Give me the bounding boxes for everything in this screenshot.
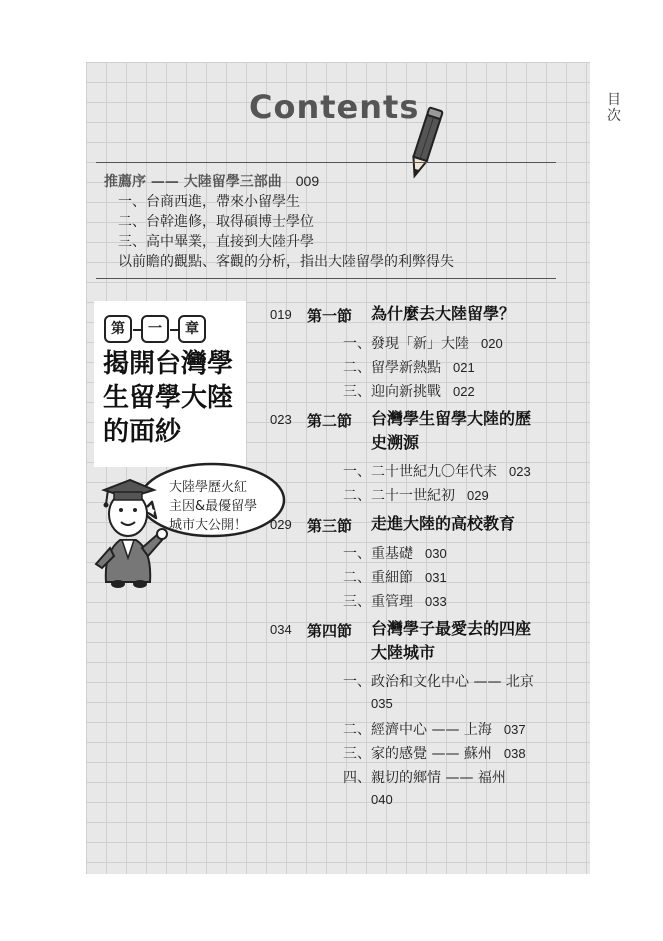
preface-line-4: 以前瞻的觀點、客觀的分析，指出大陸留學的利弊得失 [118,254,454,270]
section-4-title-line-1: 台灣學子最愛去的四座 [371,619,532,638]
pencil-icon [404,106,448,182]
section-4-label: 第四節 [307,622,353,640]
section-3-label: 第三節 [307,517,353,535]
section-2-item-1 [343,461,531,481]
section-4-item-2 [343,719,526,739]
item-text: 三、重管理 [343,594,413,610]
section-2-page: 023 [270,412,292,427]
item-page: 022 [453,384,475,399]
chapter-tag-number: 一 [141,315,169,343]
section-4-item-3 [343,743,526,763]
chapter-title-line-1: 揭開台灣學 [103,349,234,379]
section-4-item-4-page: 040 [371,792,393,807]
section-1-title: 為什麼去大陸留學？ [371,304,516,323]
section-3-item-2 [343,567,447,587]
item-text: 二、留學新熱點 [343,360,441,376]
section-4-title-line-2: 大陸城市 [371,643,436,662]
item-page: 023 [509,464,531,479]
item-page: 033 [425,594,447,609]
section-2-item-2 [343,485,489,505]
item-page: 029 [467,488,489,503]
preface-line-1: 一、台商西進，帶來小留學生 [118,194,300,210]
section-3-title: 走進大陸的高校教育 [371,514,516,533]
bubble-line-2: 主因&最優留學 [169,499,258,514]
side-label: 目次 [607,92,621,124]
section-1-item-2 [343,357,475,377]
section-4-item-1: 一、政治和文化中心 —— 北京 [343,674,534,690]
section-1-page: 019 [270,307,292,322]
bubble-line-1: 大陸學歷火紅 [169,480,248,495]
section-2-title-line-2: 史溯源 [371,433,420,452]
chapter-title [103,347,233,449]
item-page: 038 [503,746,526,761]
item-text: 二、經濟中心 —— 上海 [343,722,492,738]
preface-title [104,172,319,191]
speech-bubble-text [169,478,257,535]
item-text: 三、迎向新挑戰 [343,384,441,400]
section-4-page: 034 [270,622,292,637]
section-4-item-4: 四、親切的鄉情 —— 福州 [343,770,506,786]
chapter-title-line-2: 生留學大陸 [103,383,234,413]
tag-dash [133,329,141,331]
item-page: 030 [425,546,447,561]
item-text: 一、發現「新」大陸 [343,336,469,352]
section-3-page: 029 [270,517,292,532]
section-3-item-1 [343,543,447,563]
item-page: 037 [503,722,526,737]
divider-bottom [96,278,556,279]
section-1-item-3 [343,381,475,401]
section-1-item-1 [343,333,503,353]
item-page: 031 [425,570,447,585]
preface-line-3: 三、高中畢業，直接到大陸升學 [118,234,314,250]
chapter-tag-di: 第 [104,315,132,343]
item-text: 二、二十一世紀初 [343,488,455,504]
tag-dash [170,329,178,331]
item-text: 一、二十世紀九〇年代末 [343,464,497,480]
bubble-line-3: 城市大公開！ [169,518,248,533]
contents-title: Contents [249,88,420,126]
section-3-item-3 [343,591,447,611]
divider-top [96,162,556,163]
item-page: 021 [453,360,475,375]
item-page: 020 [481,336,503,351]
chapter-tag-zhang: 章 [178,315,206,343]
section-2-label: 第二節 [307,412,353,430]
item-text: 一、重基礎 [343,546,413,562]
item-text: 三、家的感覺 —— 蘇州 [343,746,492,762]
preface-title-text: 推薦序 —— 大陸留學三部曲 [104,174,282,190]
section-2-title-line-1: 台灣學生留學大陸的歷 [371,409,532,428]
section-1-label: 第一節 [307,307,353,325]
preface-line-2: 二、台幹進修，取得碩博士學位 [118,214,314,230]
section-4-item-1-page: 035 [371,696,393,711]
chapter-title-line-3: 的面紗 [103,417,182,447]
preface-page: 009 [295,173,320,189]
item-text: 二、重細節 [343,570,413,586]
